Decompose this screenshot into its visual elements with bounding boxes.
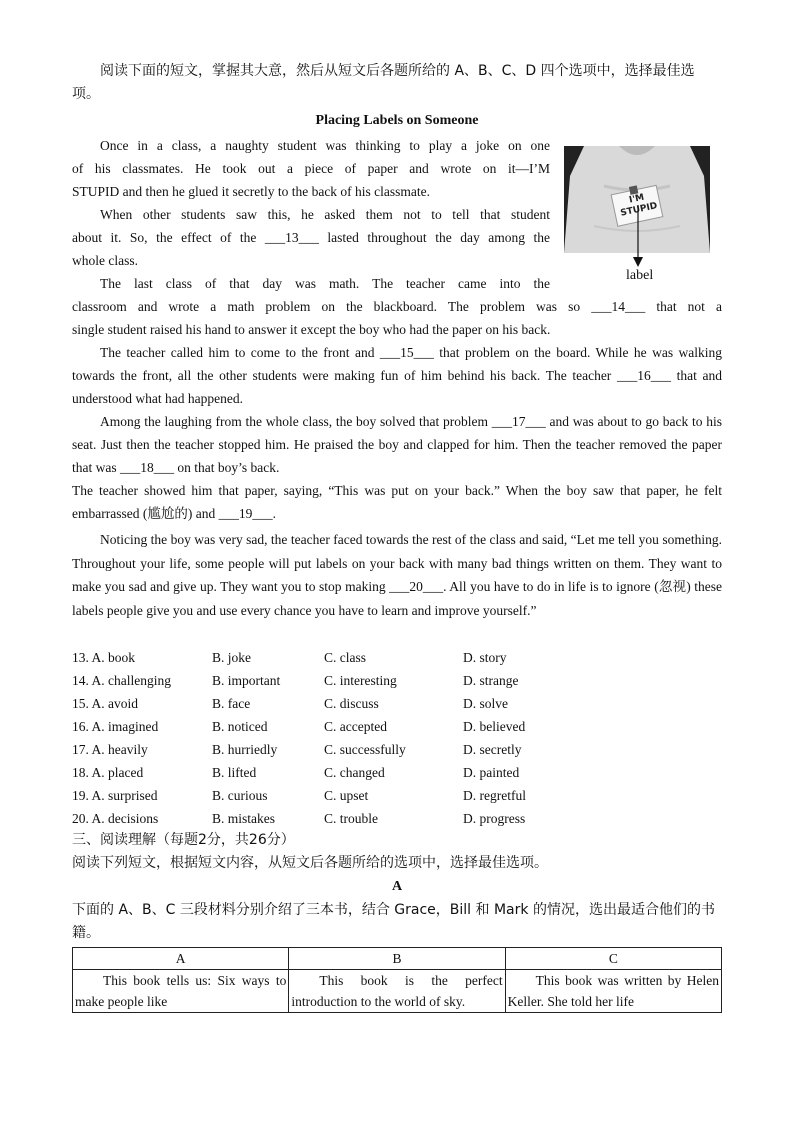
- option-b[interactable]: B. noticed: [212, 719, 268, 734]
- paragraph-1-line-1: Once in a class, a naughty student was thinking to play a joke on one: [100, 138, 550, 153]
- option-c[interactable]: C. changed: [324, 765, 385, 780]
- option-c[interactable]: C. upset: [324, 788, 369, 803]
- paragraph-1-line-2: of his classmates. He took out a piece of paper and wrote on it—I’M: [72, 161, 550, 176]
- table-header-a: A: [73, 948, 289, 970]
- section-3-instructions: 阅读下列短文，根据短文内容，从短文后各题所给的选项中，选择最佳选项。: [72, 855, 548, 871]
- option-b[interactable]: B. lifted: [212, 765, 257, 780]
- book-a-description: This book tells us: Six ways to make people like: [73, 970, 289, 1013]
- option-a-text: A. placed: [91, 765, 144, 780]
- label-note-text: I'M STUPID: [619, 192, 659, 219]
- option-d[interactable]: D. secretly: [463, 742, 522, 757]
- arrow-icon: [630, 205, 646, 271]
- book-b-description: This book is the perfect introduction to the world of sky.: [289, 970, 505, 1013]
- question-row: [72, 715, 722, 738]
- paragraph-7: Noticing the boy was very sad, the teacher faced towards the rest of the class and said, “Let me tell you something. Throughout your life, some people will put labels on your back with many bad things written on them. They want to make you sad and give up. They want you to stop making ___20___. All you have to do in life is to ignore (忽视) these labels people give you and use every chance you have to learn and improve yourself.”: [72, 532, 722, 618]
- paragraph-2-line-2: about it. So, the effect of the ___13___ lasted throughout the day among the: [72, 230, 550, 245]
- option-d[interactable]: D. progress: [463, 811, 526, 826]
- option-c[interactable]: C. accepted: [324, 719, 387, 734]
- option-b[interactable]: B. face: [212, 696, 251, 711]
- passage-title: Placing Labels on Someone: [315, 113, 479, 128]
- option-d[interactable]: D. regretful: [463, 788, 526, 803]
- option-b[interactable]: B. curious: [212, 788, 268, 803]
- question-row: [72, 761, 722, 784]
- paragraph-2-line-1: When other students saw this, he asked them not to tell that student: [100, 207, 550, 222]
- option-a-text: A. avoid: [91, 696, 139, 711]
- paragraph-3-rest: [72, 295, 722, 341]
- paragraph-2-line-3: whole class.: [72, 253, 138, 268]
- paragraph-1-line-3: STUPID and then he glued it secretly to the back of his classmate.: [72, 184, 431, 199]
- cloze-instructions: [72, 60, 722, 106]
- cloze-instructions-text: 阅读下面的短文，掌握其大意，然后从短文后各题所给的 A、B、C、D 四个选项中，选择最佳选项。: [72, 63, 695, 102]
- question-row: [72, 738, 722, 761]
- option-a-text: A. decisions: [91, 811, 159, 826]
- paragraph-3-line-3: single student raised his hand to answer it except the boy who had the paper on his back.: [72, 322, 551, 337]
- option-a-text: A. challenging: [91, 673, 171, 688]
- passage-a-label: A: [391, 879, 403, 894]
- option-b[interactable]: B. joke: [212, 650, 251, 665]
- option-a-text: A. book: [91, 650, 136, 665]
- option-b[interactable]: B. hurriedly: [212, 742, 278, 757]
- question-number: 14.: [72, 673, 89, 688]
- option-a-text: A. heavily: [91, 742, 148, 757]
- paragraph-3-line-2: classroom and wrote a math problem on the blackboard. The problem was so ___14___ that not a: [72, 299, 722, 314]
- option-a[interactable]: [72, 692, 138, 715]
- option-c[interactable]: C. interesting: [324, 673, 397, 688]
- option-b[interactable]: B. mistakes: [212, 811, 275, 826]
- option-c[interactable]: C. trouble: [324, 811, 378, 826]
- question-number: 18.: [72, 765, 89, 780]
- paragraph-5: Among the laughing from the whole class, the boy solved that problem ___17___ and was about to go back to his seat. Just then the teacher stopped him. He praised the boy and clapped for him. Then the teacher removed the paper that was ___18___ on that boy’s back.: [72, 414, 722, 475]
- section-3-heading: 三、阅读理解（每题2分，共26分）: [72, 832, 295, 848]
- image-caption: label: [626, 268, 654, 283]
- books-table: [72, 947, 722, 1013]
- option-c[interactable]: C. class: [324, 650, 366, 665]
- table-header-row: [73, 948, 722, 970]
- question-row: [72, 784, 722, 807]
- table-header-b: B: [289, 948, 505, 970]
- question-row: [72, 807, 722, 830]
- question-row: [72, 669, 722, 692]
- option-a[interactable]: [72, 715, 158, 738]
- option-d[interactable]: D. strange: [463, 673, 519, 688]
- paragraph-6: The teacher showed him that paper, saying, “This was put on your back.” When the boy saw that paper, he felt embarrassed (尴尬的) and ___19___.: [72, 483, 722, 521]
- question-number: 17.: [72, 742, 89, 757]
- option-a[interactable]: [72, 738, 148, 761]
- book-c-description: This book was written by Helen Keller. She told her life: [505, 970, 721, 1013]
- paragraph-1: [72, 134, 550, 203]
- option-b[interactable]: B. important: [212, 673, 281, 688]
- option-a[interactable]: [72, 646, 135, 669]
- table-header-c: C: [505, 948, 721, 970]
- passage-a-intro: 下面的 A、B、C 三段材料分别介绍了三本书，结合 Grace，Bill 和 Mark 的情况，选出最适合他们的书籍。: [72, 902, 715, 941]
- paragraph-4: The teacher called him to come to the front and ___15___ that problem on the board. While he was walking towards the front, all the other students were making fun of him behind his back. The teacher ___16___ that and understood what had happened.: [72, 345, 722, 406]
- option-d[interactable]: D. story: [463, 650, 507, 665]
- paragraph-2: [72, 203, 550, 272]
- option-a[interactable]: [72, 761, 143, 784]
- option-a[interactable]: [72, 807, 158, 830]
- option-d[interactable]: D. believed: [463, 719, 526, 734]
- options-list: [72, 646, 722, 830]
- question-number: 15.: [72, 696, 89, 711]
- option-c[interactable]: C. discuss: [324, 696, 379, 711]
- question-row: [72, 692, 722, 715]
- option-a[interactable]: [72, 669, 171, 692]
- question-row: [72, 646, 722, 669]
- option-c[interactable]: C. successfully: [324, 742, 406, 757]
- question-number: 16.: [72, 719, 89, 734]
- option-d[interactable]: D. solve: [463, 696, 508, 711]
- option-a-text: A. imagined: [91, 719, 159, 734]
- paragraph-3-start: [72, 272, 550, 295]
- question-number: 13.: [72, 650, 89, 665]
- question-number: 20.: [72, 811, 89, 826]
- option-a-text: A. surprised: [91, 788, 158, 803]
- option-a[interactable]: [72, 784, 158, 807]
- table-row: [73, 970, 722, 1013]
- option-d[interactable]: D. painted: [463, 765, 520, 780]
- paragraph-3-line-1: The last class of that day was math. The teacher came into the: [100, 276, 550, 291]
- question-number: 19.: [72, 788, 89, 803]
